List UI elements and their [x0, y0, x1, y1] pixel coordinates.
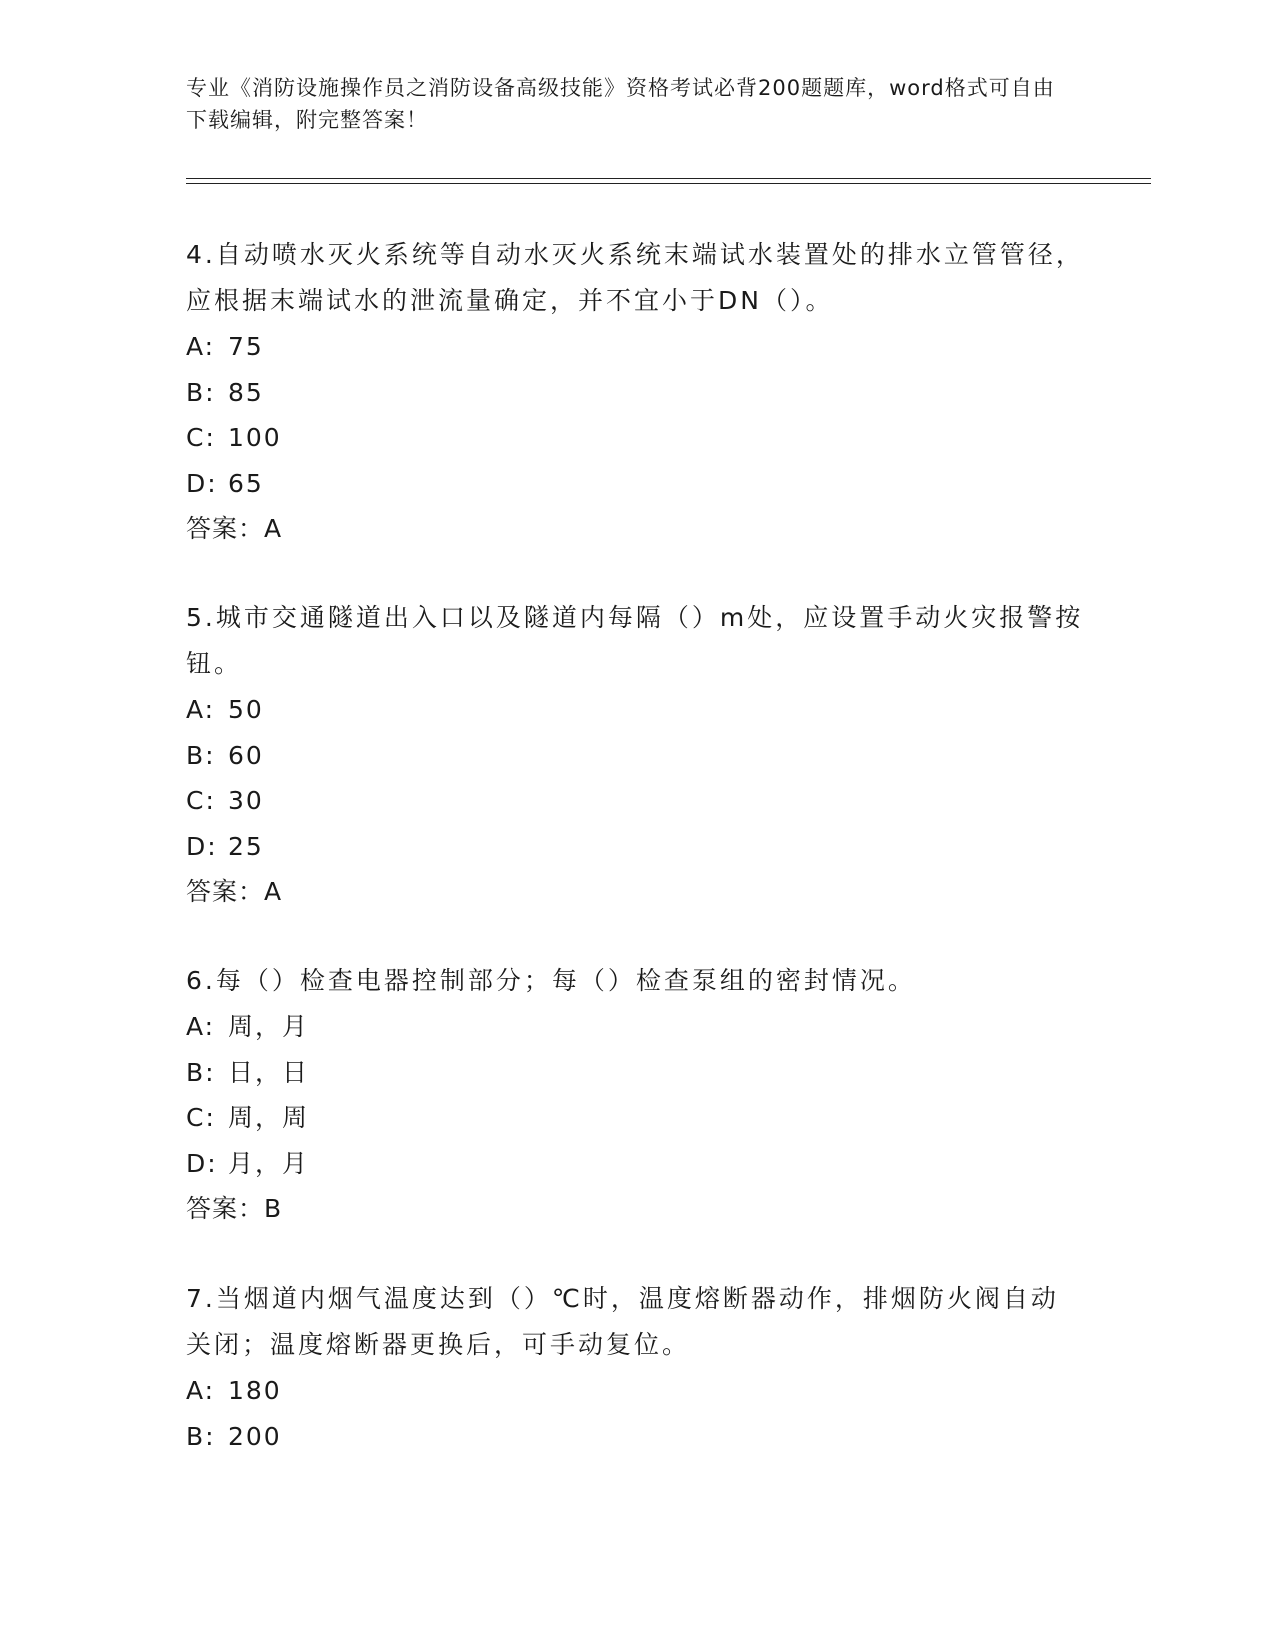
option-b [186, 733, 1086, 779]
answer-line: 答案：B [186, 1194, 283, 1223]
option-text: 100 [228, 423, 282, 452]
option-d [186, 1141, 1086, 1187]
option-text: 日，日 [228, 1057, 310, 1087]
option-b [186, 1414, 1086, 1460]
option-key: C: [186, 786, 216, 815]
option-key: A: [186, 1376, 216, 1405]
option-key: B: [186, 1421, 216, 1451]
option-a [186, 1368, 1086, 1414]
question-stem: 7.当烟道内烟气温度达到（）℃时，温度熔断器动作，排烟防火阀自动关闭；温度熔断器更换后，可手动复位。 [186, 1284, 1059, 1359]
option-b [186, 370, 1086, 416]
question-stem: 5.城市交通隧道出入口以及隧道内每隔（）m处，应设置手动火灾报警按钮。 [186, 603, 1084, 678]
question-5 [186, 595, 1086, 915]
question-6 [186, 958, 1086, 1232]
option-key: D: [186, 831, 218, 861]
option-key: D: [186, 468, 218, 498]
question-4 [186, 232, 1086, 552]
option-text: 180 [228, 1376, 282, 1405]
option-key: B: [186, 740, 216, 770]
option-a [186, 687, 1086, 733]
option-c [186, 415, 1086, 461]
option-c [186, 1095, 1086, 1141]
option-d [186, 824, 1086, 870]
option-text: 65 [228, 468, 264, 498]
option-text: 25 [228, 831, 264, 861]
option-key: D: [186, 1148, 218, 1178]
header-divider-bottom [186, 183, 1151, 184]
option-key: C: [186, 423, 216, 452]
option-text: 月，月 [228, 1148, 310, 1178]
option-key: A: [186, 695, 216, 724]
option-text: 30 [228, 786, 264, 815]
option-key: A: [186, 1012, 216, 1041]
option-c [186, 778, 1086, 824]
option-text: 周，月 [228, 1012, 310, 1041]
answer-line: 答案：A [186, 877, 283, 906]
option-text: 60 [228, 740, 264, 770]
option-key: C: [186, 1103, 216, 1132]
answer-line: 答案：A [186, 514, 283, 543]
option-a [186, 324, 1086, 370]
option-text: 周，周 [228, 1103, 310, 1132]
option-d [186, 461, 1086, 507]
option-text: 50 [228, 695, 264, 724]
option-key: B: [186, 377, 216, 407]
question-7 [186, 1276, 1086, 1459]
option-b [186, 1050, 1086, 1096]
question-stem: 6.每（）检查电器控制部分；每（）检查泵组的密封情况。 [186, 966, 916, 995]
option-text: 75 [228, 332, 264, 361]
option-a [186, 1004, 1086, 1050]
header-divider-top [186, 178, 1151, 179]
option-text: 200 [228, 1421, 282, 1451]
option-text: 85 [228, 377, 264, 407]
option-key: A: [186, 332, 216, 361]
question-stem: 4.自动喷水灭火系统等自动水灭火系统末端试水装置处的排水立管管径，应根据末端试水的泄流量确定，并不宜小于DN（）。 [186, 240, 1084, 315]
document-header-title: 专业《消防设施操作员之消防设备高级技能》资格考试必背200题题库，word格式可自由下载编辑，附完整答案！ [186, 76, 1055, 132]
option-key: B: [186, 1057, 216, 1087]
